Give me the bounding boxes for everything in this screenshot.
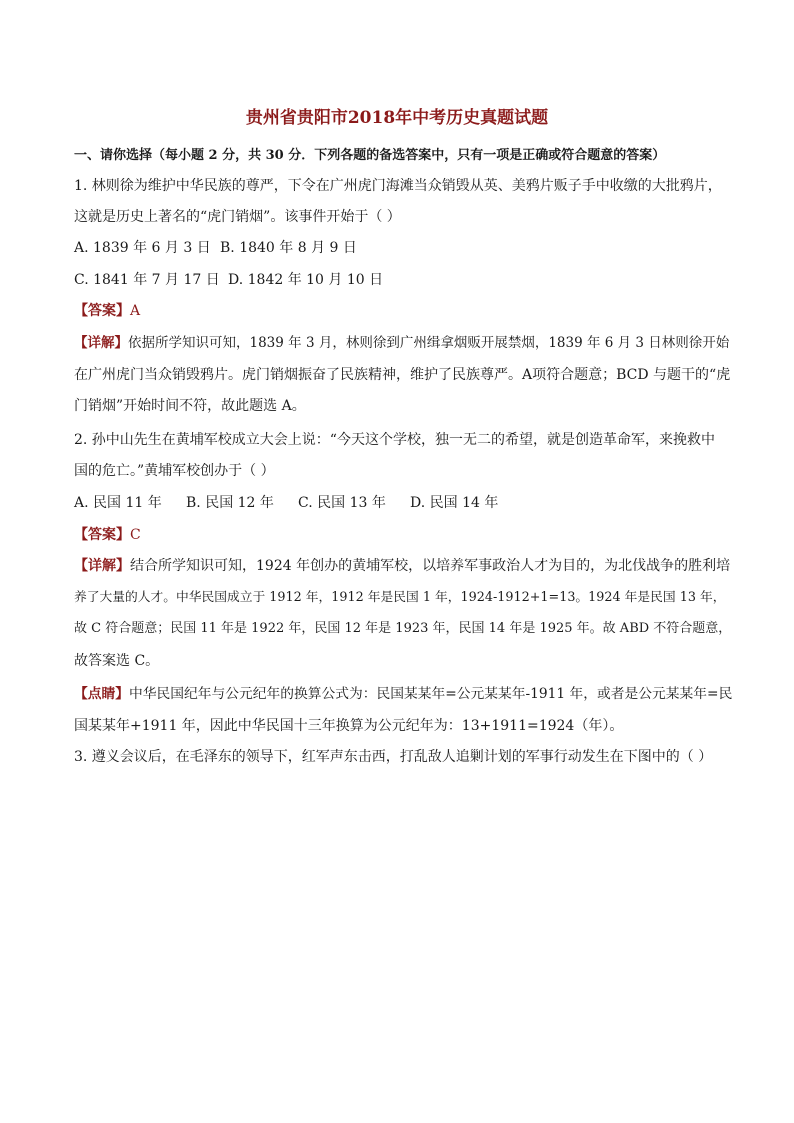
q1-detail-text-1: 依据所学知识可知，1839 年 3 月，林则徐到广州缉拿烟贩开展禁烟，1839 年 6 月 3 日林则徐开始	[128, 335, 730, 351]
q1-option-a: A. 1839 年 6 月 3 日	[74, 240, 211, 256]
q1-detail-line-1	[74, 334, 729, 352]
q2-stem-line-2: 国的危亡。”黄埔军校创办于（ ）	[74, 463, 275, 479]
q2-point-line-2: 国某某年+1911 年，因此中华民国十三年换算为公元纪年为：13+1911=1924（年）。	[74, 718, 624, 734]
q2-detail-line-3: 故 C 符合题意；民国 11 年是 1922 年，民国 12 年是 1923 年，民国 14 年是 1925 年。故 ABD 不符合题意，	[74, 621, 732, 636]
q1-detail-line-3: 门销烟”开始时间不符，故此题选 A。	[74, 398, 306, 414]
q2-option-b: B. 民国 12 年	[186, 495, 274, 511]
q1-stem-line-2: 这就是历史上著名的“虎门销烟”。该事件开始于（ ）	[74, 209, 401, 225]
q2-option-c: C. 民国 13 年	[298, 495, 386, 511]
q2-point-tag: 【点睛】	[74, 686, 130, 702]
q1-answer	[74, 302, 140, 320]
document-title: 贵州省贵阳市2018年中考历史真题试题	[245, 108, 549, 128]
q1-option-b: B. 1840 年 8 月 9 日	[220, 240, 357, 256]
q1-detail-tag: 【详解】	[74, 335, 128, 351]
q2-options-row	[74, 494, 498, 512]
q1-option-c: C. 1841 年 7 月 17 日	[74, 272, 220, 288]
q2-detail-text-1: 结合所学知识可知，1924 年创办的黄埔军校，以培养军事政治人才为目的，为北伐战争的胜利培	[130, 558, 731, 574]
q1-option-d: D. 1842 年 10 月 10 日	[228, 272, 384, 288]
q2-detail-line-2: 养了大量的人才。中华民国成立于 1912 年，1912 年是民国 1 年，1924-1912+1=13。1924 年是民国 13 年，	[74, 590, 726, 605]
q1-stem-line-1: 1. 林则徐为维护中华民族的尊严，下令在广州虎门海滩当众销毁从英、美鸦片贩子手中收缴的大批鸦片，	[74, 178, 722, 194]
q2-detail-tag: 【详解】	[74, 558, 130, 574]
q2-point-line-1	[74, 685, 732, 703]
q1-options-row-1	[74, 239, 357, 257]
q2-detail-line-4: 故答案选 C。	[74, 653, 160, 669]
q1-answer-tag: 【答案】	[74, 303, 130, 319]
q2-stem-line-1: 2. 孙中山先生在黄埔军校成立大会上说：“今天这个学校，独一无二的希望，就是创造革命军，来挽救中	[74, 432, 715, 448]
q2-answer	[74, 526, 141, 544]
q2-detail-line-1	[74, 557, 730, 575]
q2-option-a: A. 民国 11 年	[74, 495, 162, 511]
q2-option-d: D. 民国 14 年	[410, 495, 499, 511]
q2-answer-value: C	[130, 527, 141, 543]
q1-answer-value: A	[130, 303, 141, 319]
q2-answer-tag: 【答案】	[74, 527, 130, 543]
q1-options-row-2	[74, 271, 383, 289]
q1-detail-line-2: 在广州虎门当众销毁鸦片。虎门销烟振奋了民族精神，维护了民族尊严。A项符合题意；BCD 与题干的“虎	[74, 367, 731, 383]
q2-point-text-1: 中华民国纪年与公元纪年的换算公式为：民国某某年=公元某某年-1911 年，或者是公元某某年=民	[129, 686, 733, 702]
section-heading: 一、请你选择（每小题 2 分，共 30 分．下列各题的备选答案中，只有一项是正确或符合题意的答案）	[74, 148, 666, 163]
q3-stem-line-1: 3. 遵义会议后，在毛泽东的领导下，红军声东击西，打乱敌人追剿计划的军事行动发生在下图中的（ ）	[74, 749, 713, 765]
